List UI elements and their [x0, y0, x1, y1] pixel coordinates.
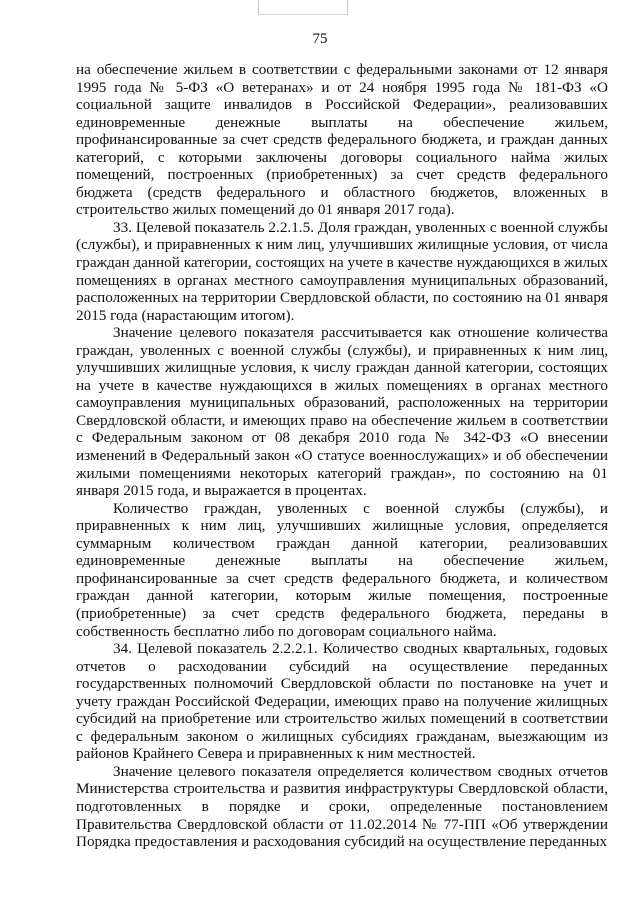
page-number: 75: [312, 31, 328, 47]
paragraph: Значение целевого показателя определяется количеством сводных отчетов Министерства строительства и развития инфраструктуры Свердловской области, подготовленных в порядке и сроки, определенные постановлением Правительства Свердловской области от 11.02.2014 № 77-ПП «Об утверждении Порядка предоставления и расходования субсидий на осуществление переданных: [76, 762, 608, 851]
scan-edge-mark: [258, 0, 348, 15]
paragraph: 33. Целевой показатель 2.2.1.5. Доля граждан, уволенных с военной службы (службы), и приравненных к ним лиц, улучшивших жилищные условия, от числа граждан данной категории, состоящих на учете в качестве нуждающихся в жилых помещениях в органах местного самоуправления муниципальных образований, расположенных на территории Свердловской области, по состоянию на 01 января 2015 года (нарастающим итогом).: [76, 218, 608, 324]
paragraph: на обеспечение жильем в соответствии с федеральными законами от 12 января 1995 года № 5-ФЗ «О ветеранах» и от 24 ноября 1995 года № 181-ФЗ «О социальной защите инвалидов в Российской Федерации», реализовавших единовременные денежные выплаты на обеспечение жильем, профинансированные за счет средств федерального бюджета, и граждан данных категорий, с которыми заключены договоры социального найма жилых помещений, построенных (приобретенных) за счет средств федерального бюджета (средств федерального и областного бюджетов, вложенных в строительство жилых помещений до 01 января 2017 года).: [76, 61, 608, 219]
paragraph: Значение целевого показателя рассчитывается как отношение количества граждан, уволенных с военной службы (службы), и приравненных к ним лиц, улучшивших жилищные условия, к числу граждан данной категории, состоящих на учете в качестве нуждающихся в жилых помещениях в органах местного самоуправления муниципальных образований, расположенных на территории Свердловской области, и имеющих право на обеспечение жильем в соответствии с Федеральным законом от 08 декабря 2010 года № 342-ФЗ «О внесении изменений в Федеральный закон «О статусе военнослужащих» и об обеспечении жилыми помещениями некоторых категорий граждан», по состоянию на 01 января 2015 года, и выражается в процентах.: [76, 324, 608, 500]
document-body: [76, 61, 608, 851]
paragraph: Количество граждан, уволенных с военной службы (службы), и приравненных к ним лиц, улучшивших жилищные условия, определяется суммарным количеством граждан данной категории, реализовавших единовременные денежные выплаты на обеспечение жильем, профинансированные за счет средств федерального бюджета, и количеством граждан данной категории, которым жилые помещения, построенные (приобретенные) за счет средств федерального бюджета, переданы в собственность бесплатно либо по договорам социального найма.: [76, 499, 608, 640]
paragraph: 34. Целевой показатель 2.2.2.1. Количество сводных квартальных, годовых отчетов о расходовании субсидий на осуществление переданных государственных полномочий Свердловской области по постановке на учет и учету граждан Российской Федерации, имеющих право на получение жилищных субсидий на приобретение или строительство жилых помещений в соответствии с федеральным законом о жилищных субсидиях гражданам, выезжающим из районов Крайнего Севера и приравненных к ним местностей.: [76, 640, 608, 763]
